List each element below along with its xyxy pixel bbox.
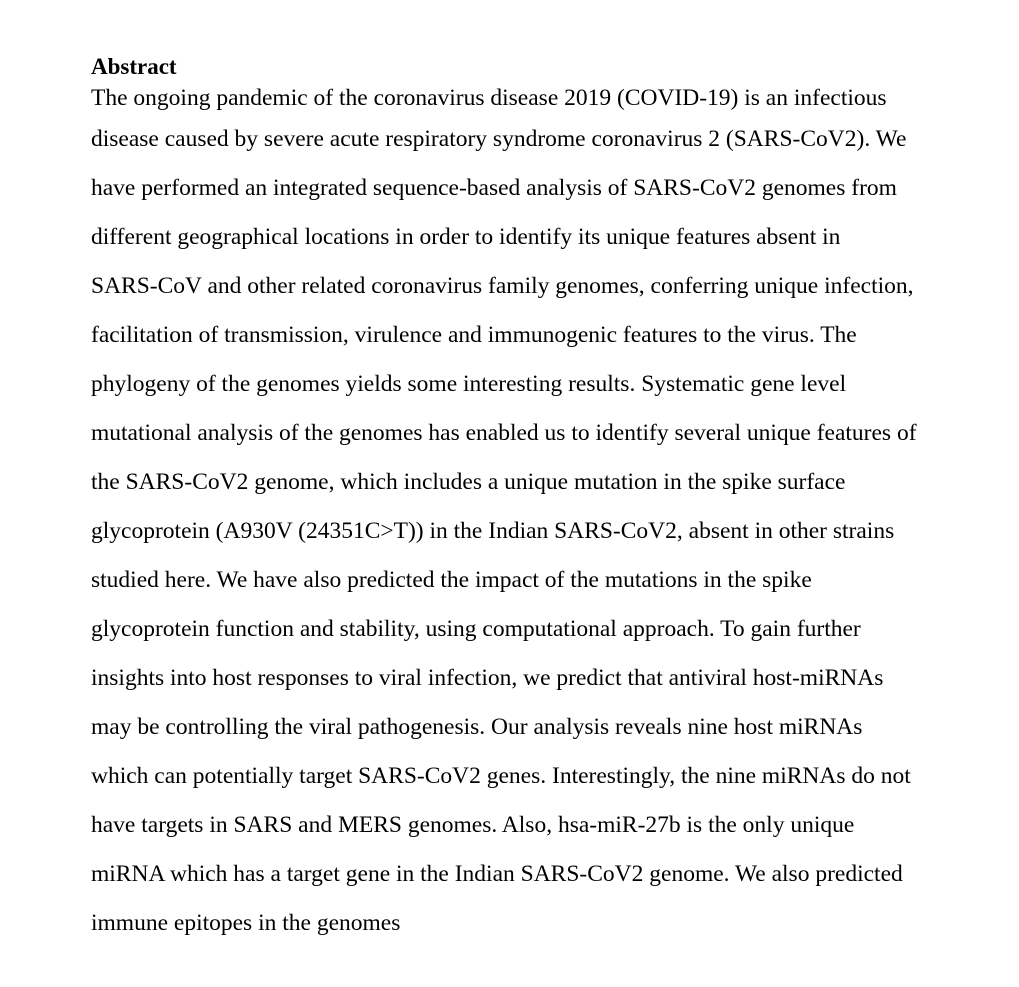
abstract-section [91,52,971,948]
abstract-body [91,82,971,948]
abstract-line: disease caused by severe acute respiratory syndrome coronavirus 2 (SARS-CoV2). We [91,126,907,152]
abstract-line: different geographical locations in order to identify its unique features absent in [91,224,841,250]
abstract-line: immune epitopes in the genomes [91,910,401,936]
abstract-line: glycoprotein function and stability, using computational approach. To gain further [91,616,861,642]
abstract-line: insights into host responses to viral infection, we predict that antiviral host-miRNAs [91,665,884,691]
abstract-line: The ongoing pandemic of the coronavirus disease 2019 (COVID-19) is an infectious [91,85,887,111]
abstract-line: facilitation of transmission, virulence and immunogenic features to the virus. The [91,322,857,348]
abstract-line: studied here. We have also predicted the impact of the mutations in the spike [91,567,812,593]
abstract-line: may be controlling the viral pathogenesis. Our analysis reveals nine host miRNAs [91,714,863,740]
abstract-line: have performed an integrated sequence-based analysis of SARS-CoV2 genomes from [91,175,897,201]
abstract-line: SARS-CoV and other related coronavirus family genomes, conferring unique infection, [91,273,914,299]
abstract-line: phylogeny of the genomes yields some interesting results. Systematic gene level [91,371,847,397]
abstract-line: the SARS-CoV2 genome, which includes a unique mutation in the spike surface [91,469,846,495]
abstract-line: mutational analysis of the genomes has enabled us to identify several unique features of [91,420,917,446]
abstract-line: have targets in SARS and MERS genomes. Also, hsa-miR-27b is the only unique [91,812,855,838]
abstract-line: glycoprotein (A930V (24351C>T)) in the Indian SARS-CoV2, absent in other strains [91,518,895,544]
abstract-line: miRNA which has a target gene in the Indian SARS-CoV2 genome. We also predicted [91,861,903,887]
abstract-heading: Abstract [91,54,177,79]
abstract-line: which can potentially target SARS-CoV2 genes. Interestingly, the nine miRNAs do not [91,763,911,789]
